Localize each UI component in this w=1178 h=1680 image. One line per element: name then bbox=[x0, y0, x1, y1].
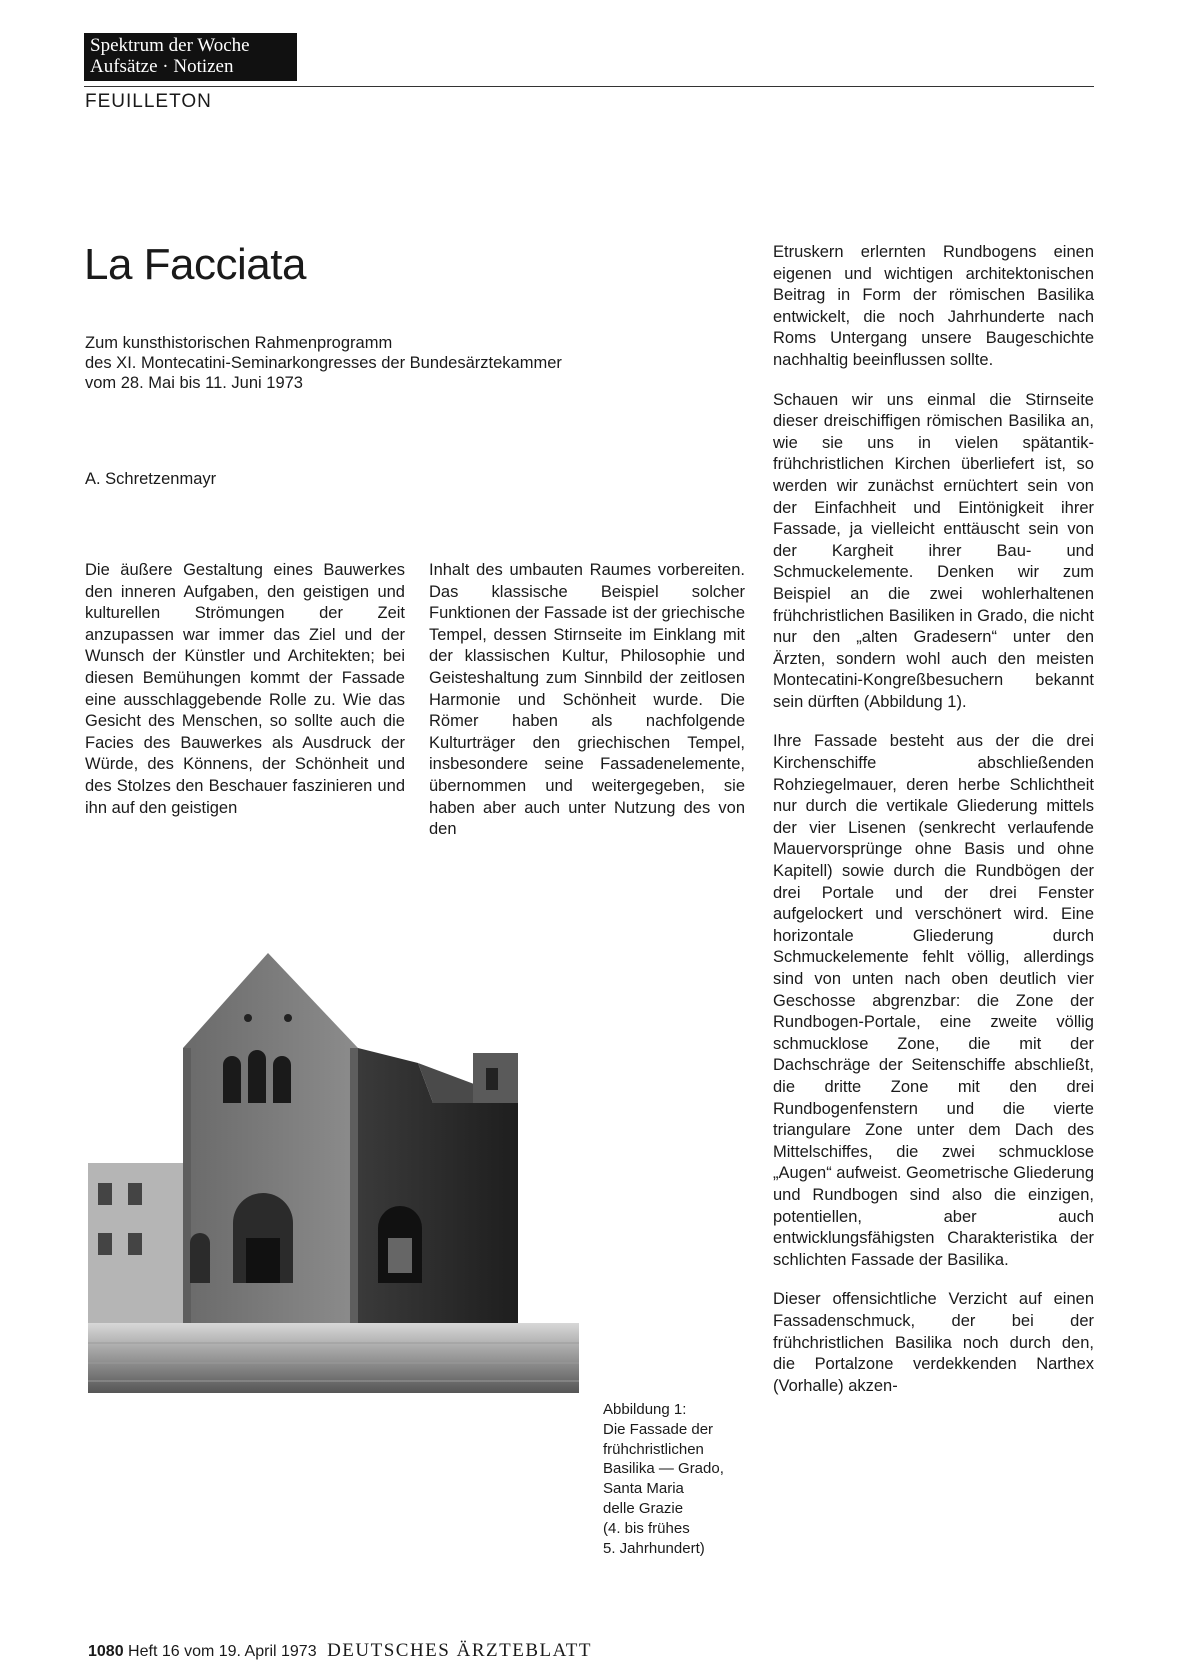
basilica-photo bbox=[88, 953, 579, 1393]
article-title: La Facciata bbox=[84, 240, 306, 289]
caption-line: Basilika — Grado, bbox=[603, 1460, 724, 1478]
text-column-2 bbox=[429, 560, 745, 859]
issue-info: Heft 16 vom 19. April 1973 bbox=[128, 1643, 317, 1660]
header-line-2: Aufsätze · Notizen bbox=[90, 56, 234, 77]
paragraph: Ihre Fassade besteht aus der die drei Kirchenschiffe abschließenden Rohziegelmauer, deren herbe Schlichtheit nur durch die vertikale Gliederung mittels der vier Lisenen (senkrecht verlaufende Mauervorsprünge ohne Basis und ohne Kapitell) sowie durch die Rundbögen der drei Portale und der drei Fenster aufgelockert und verschönert wird. Eine horizontale Gliederung durch Schmuckelemente fehlt völlig, allerdings sind von unten nach oben deutlich vier Geschosse abgrenzbar: die Zone der Rundbogen-Portale, eine zweite völlig schmucklose Zone, die mit der Dachschräge der Seitenschiffe abschließt, die dritte Zone mit den drei Rundbogenfenstern und die vierte triangulare Zone unter dem Dach des Mittelschiffes, die zwei schmucklose „Augen“ aufweist. Geometrische Gliederung und Rundbogen sind also die einzigen, potentiellen, aber auch entwicklungsfähigsten Charakteristika der schlichten Fassade der Basilika. bbox=[773, 732, 1094, 1269]
caption-line: Die Fassade der bbox=[603, 1420, 714, 1438]
text-column-1 bbox=[85, 560, 405, 837]
caption-line: Abbildung 1: bbox=[603, 1401, 687, 1418]
paragraph: Dieser offensichtliche Verzicht auf einen Fassadenschmuck, der bei der frühchristlichen Basilika noch durch den, die Portalzone verdekkenden Narthex (Vorhalle) akzen- bbox=[773, 1290, 1094, 1395]
page-footer bbox=[88, 1640, 592, 1662]
author: A. Schretzenmayr bbox=[85, 470, 217, 488]
paragraph: Etruskern erlernten Rundbogens einen eigenen und wichtigen architektonischen Beitrag in Form der römischen Basilika entwickelt, die noch Jahrhunderte nach Roms Untergang unsere Baugeschichte nachhaltig beeinflussen sollte. bbox=[773, 243, 1094, 369]
section-header-box bbox=[84, 33, 297, 81]
paragraph: Schauen wir uns einmal die Stirnseite dieser dreischiffigen römischen Basilika an, wie sie uns in vielen spätantik-frühchristlichen Kirchen überliefert ist, so werden wir zunächst ernüchtert sein von der Einfachheit und Eintönigkeit ihrer Fassade, ja vielleicht enttäuscht sein von der Kargheit ihrer Bau- und Schmuckelemente. Denken wir zum Beispiel an die zwei wohlerhaltenen frühchristlichen Basiliken in Grado, die nicht nur den „alten Gradesern“ unter den Ärzten, sondern wohl auch den meisten Montecatini-Kongreßbesuchern bekannt sein dürften (Abbildung 1). bbox=[773, 390, 1094, 711]
header-line-1: Spektrum der Woche bbox=[90, 35, 250, 56]
paragraph: Die äußere Gestaltung eines Bauwerkes den inneren Aufgaben, den geistigen und kulturellen Strömungen der Zeit anzupassen war immer das Ziel und der Wunsch der Künstler und Architekten; bei diesen Bemühungen kommt der Fassade eine ausschlaggebende Rolle zu. Wie das Gesicht des Menschen, so sollte auch die Facies des Bauwerkes als Ausdruck der Würde, des Könnens, der Schönheit und des Stolzes den Beschauer faszinieren und ihn auf den geistigen bbox=[85, 561, 405, 817]
subtitle-line: des XI. Montecatini-Seminarkongresses der Bundesärztekammer bbox=[85, 354, 562, 372]
header-rule bbox=[84, 86, 1094, 87]
figure-caption bbox=[603, 1400, 753, 1558]
paragraph: Inhalt des umbauten Raumes vorbereiten. Das klassische Beispiel solcher Funktionen der Fassade ist der griechische Tempel, dessen Stirnseite im Einklang mit der klassischen Kultur, Philosophie und Geisteshaltung zum Sinnbild der zeitlosen Harmonie und Schönheit wurde. Die Römer haben als nachfolgende Kulturträger den griechischen Tempel, insbesondere seine Fassadenelemente, übernommen und weitergegeben, sie haben aber auch unter Nutzung des von den bbox=[429, 561, 745, 839]
caption-line: (4. bis frühes bbox=[603, 1519, 690, 1537]
subtitle-line: Zum kunsthistorischen Rahmenprogramm bbox=[85, 334, 393, 352]
section-label: FEUILLETON bbox=[85, 91, 212, 112]
caption-line: Santa Maria bbox=[603, 1480, 684, 1498]
caption-line: frühchristlichen bbox=[603, 1440, 704, 1458]
article-subtitle bbox=[85, 333, 562, 393]
caption-line: delle Grazie bbox=[603, 1499, 684, 1517]
page-number: 1080 bbox=[88, 1643, 124, 1660]
journal-name: DEUTSCHES ÄRZTEBLATT bbox=[327, 1640, 592, 1661]
subtitle-line: vom 28. Mai bis 11. Juni 1973 bbox=[85, 374, 303, 392]
caption-line: 5. Jahrhundert) bbox=[603, 1539, 705, 1557]
text-column-3 bbox=[773, 242, 1094, 1415]
